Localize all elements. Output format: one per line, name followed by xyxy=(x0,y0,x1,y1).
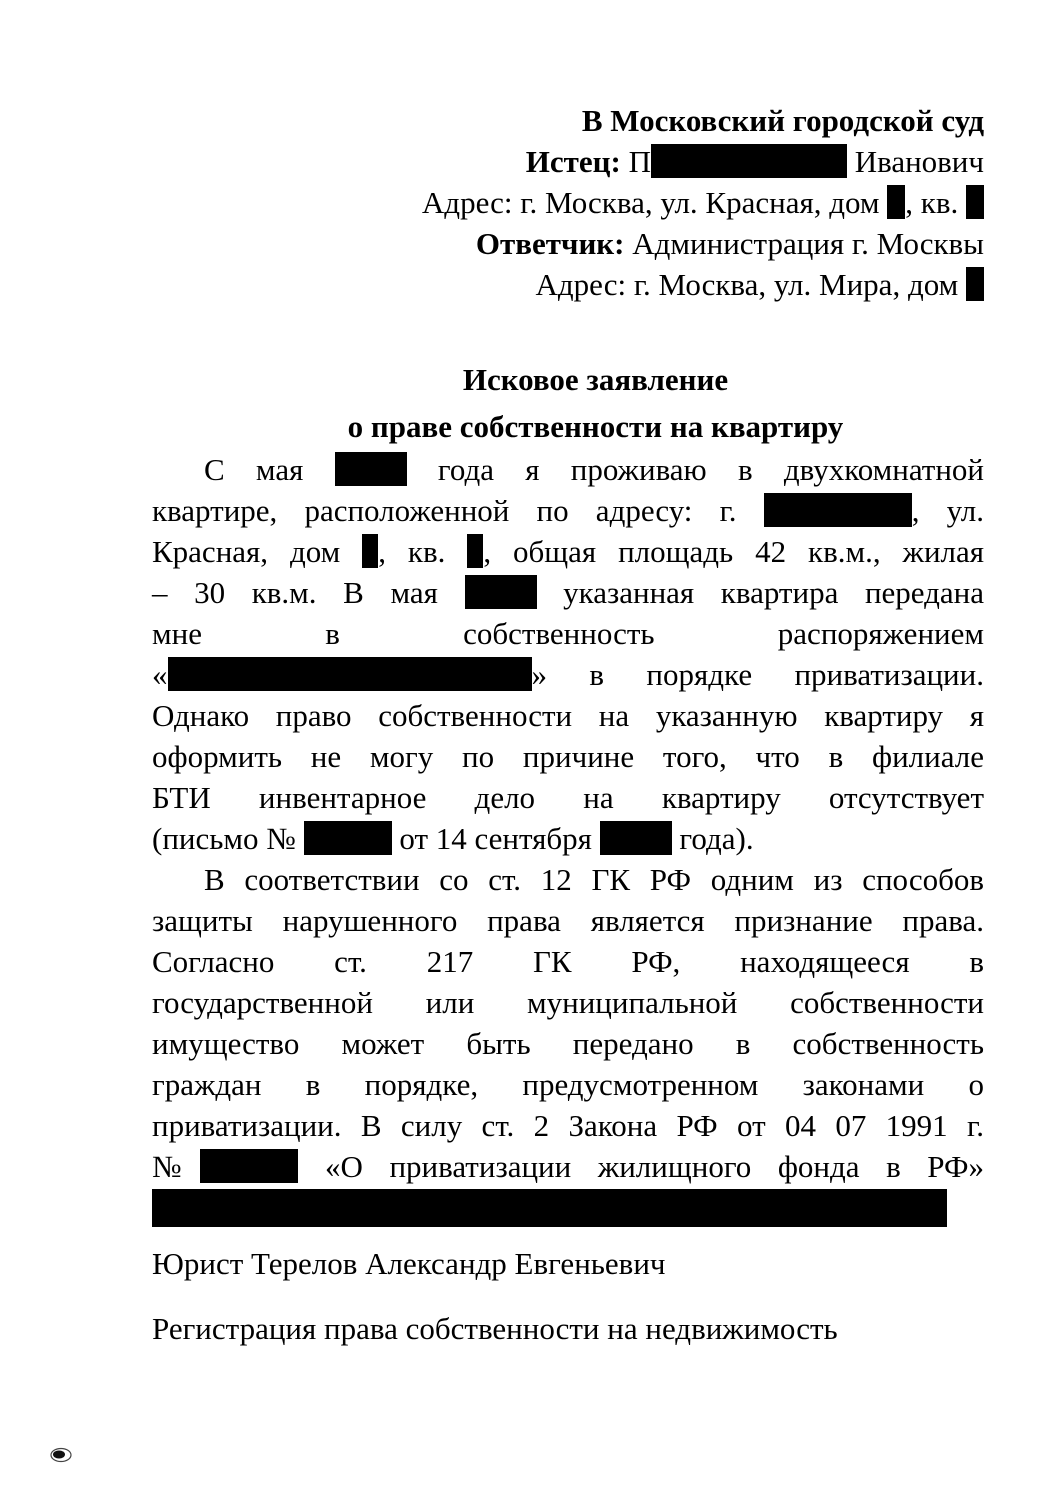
body-line: защиты нарушенного права является признание права. xyxy=(152,903,984,938)
body-line xyxy=(152,1146,984,1187)
plaintiff-patronymic: Иванович xyxy=(854,144,984,179)
body-line: оформить не могу по причине того, что в филиале xyxy=(152,739,984,774)
text: , ул. xyxy=(911,493,985,528)
text: , общая площадь 42 кв.м., жилая xyxy=(483,534,985,569)
lawyer-signature: Юрист Терелов Александр Евгеньевич xyxy=(152,1246,666,1281)
body-line xyxy=(152,818,984,859)
body-line xyxy=(152,449,984,490)
text: (письмо № xyxy=(152,821,296,856)
text: « xyxy=(152,657,168,692)
defendant-address-text: Адрес: г. Москва, ул. Мира, дом xyxy=(535,267,959,302)
text: » в порядке приватизации. xyxy=(531,657,984,692)
defendant-line xyxy=(422,223,984,264)
body-line: государственной или муниципальной собственности xyxy=(152,985,984,1020)
addressee-block xyxy=(422,100,984,305)
body-line: Однако право собственности на указанную квартиру я xyxy=(152,698,984,733)
redaction xyxy=(764,493,912,527)
text: года). xyxy=(679,821,754,856)
redaction xyxy=(966,267,984,301)
plaintiff-address-text: Адрес: г. Москва, ул. Красная, дом xyxy=(421,185,880,220)
defendant-label: Ответчик: xyxy=(475,226,625,261)
plaintiff-address-apt: , кв. xyxy=(905,185,959,220)
text: , кв. xyxy=(378,534,446,569)
plaintiff-prefix: П xyxy=(628,144,651,179)
body-line: имущество может быть передано в собственность xyxy=(152,1026,984,1061)
body-line: Согласно ст. 217 ГК РФ, находящееся в xyxy=(152,944,984,979)
redaction xyxy=(362,534,378,568)
text: года я проживаю в двухкомнатной xyxy=(437,452,985,487)
text: указанная квартира передана xyxy=(563,575,985,610)
text: квартире, расположенной по адресу: г. xyxy=(152,493,737,528)
redaction xyxy=(467,534,483,568)
body-line xyxy=(152,572,984,613)
text: Красная, дом xyxy=(152,534,341,569)
scan-mark-icon xyxy=(50,1447,72,1463)
body-line: приватизации. В силу ст. 2 Закона РФ от 04 07 1991 г. xyxy=(152,1108,984,1143)
body-line: БТИ инвентарное дело на квартиру отсутствует xyxy=(152,780,984,815)
redaction xyxy=(465,575,537,609)
text: – 30 кв.м. В мая xyxy=(152,575,438,610)
body-line xyxy=(152,531,984,572)
plaintiff-label: Истец: xyxy=(525,144,621,179)
title-line-1: Исковое заявление xyxy=(462,362,729,397)
redaction xyxy=(966,185,984,219)
redaction xyxy=(651,144,847,178)
redaction xyxy=(168,657,532,691)
defendant-name: Администрация г. Москвы xyxy=(632,226,984,261)
redaction xyxy=(304,821,392,855)
text: «О приватизации жилищного фонда в РФ» xyxy=(324,1149,985,1184)
text: от 14 сентября xyxy=(399,821,592,856)
redaction xyxy=(200,1149,298,1183)
document-title xyxy=(0,356,1061,450)
body-line xyxy=(152,654,984,695)
body-line: В соответствии со ст. 12 ГК РФ одним из способов xyxy=(204,862,984,897)
text: № xyxy=(152,1149,201,1184)
redaction xyxy=(335,452,407,486)
body-line xyxy=(152,490,984,531)
defendant-address xyxy=(422,264,984,305)
body-line: граждан в порядке, предусмотренном законами о xyxy=(152,1067,984,1102)
body-line xyxy=(152,613,984,654)
redaction xyxy=(600,821,672,855)
plaintiff-line xyxy=(422,141,984,182)
service-caption: Регистрация права собственности на недвижимость xyxy=(152,1311,838,1346)
redaction xyxy=(887,185,905,219)
text: мне в собственность распоряжением xyxy=(152,616,984,651)
title-line-2: о праве собственности на квартиру xyxy=(347,409,844,444)
redaction-bar xyxy=(152,1189,947,1227)
court-name: В Московский городской суд xyxy=(581,103,984,138)
plaintiff-address xyxy=(422,182,984,223)
text: С мая xyxy=(204,452,304,487)
